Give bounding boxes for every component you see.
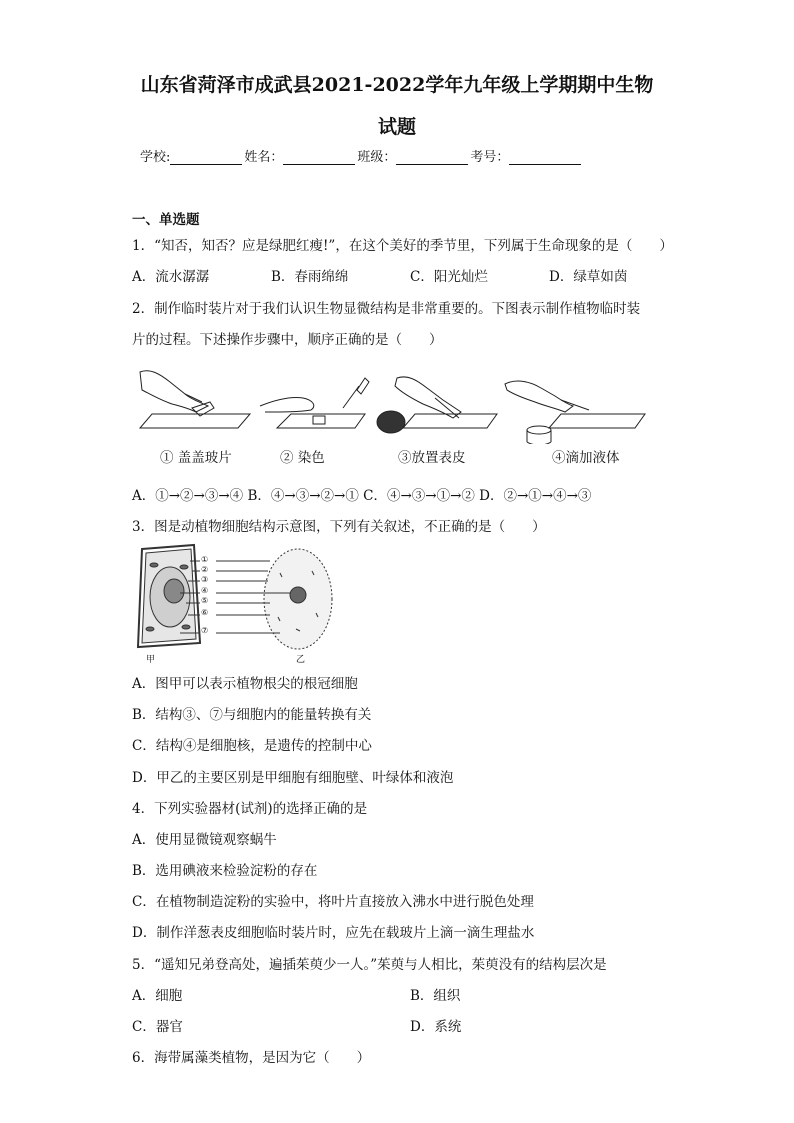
question-3-stem: 3．图是动植物细胞结构示意图，下列有关叙述，不正确的是（ ） — [132, 519, 546, 535]
label-1: ① — [201, 555, 209, 564]
question-5-stem: 5．“遥知兄弟登高处，遍插茱萸少一人。”茱萸与人相比，茱萸没有的结构层次是 — [132, 957, 607, 973]
q4-option-c[interactable]: C．在植物制造淀粉的实验中，将叶片直接放入沸水中进行脱色处理 — [132, 894, 534, 910]
q4-option-a[interactable]: A．使用显微镜观察蜗牛 — [132, 832, 277, 848]
q1-option-a[interactable]: A．流水潺潺 — [132, 269, 210, 285]
label-5: ⑤ — [201, 596, 209, 606]
question-1-options — [132, 265, 688, 285]
q3-option-a[interactable]: A．图甲可以表示植物根尖的根冠细胞 — [132, 676, 358, 692]
page-title: 山东省菏泽市成武县2021-2022学年九年级上学期期中生物 — [140, 74, 654, 96]
q5-option-d[interactable]: D．系统 — [410, 1019, 462, 1035]
q3-option-d[interactable]: D．甲乙的主要区别是甲细胞有细胞壁、叶绿体和液泡 — [132, 770, 454, 786]
question-2-stem-continued: 片的过程。下述操作步骤中，顺序正确的是（ ） — [132, 332, 443, 348]
exam-no-label: 考号： — [470, 150, 510, 165]
step3-drawing — [377, 377, 497, 433]
animal-cell-label: 乙 — [296, 655, 306, 665]
question-5-options-row1 — [132, 984, 688, 1004]
page-title-continued: 试题 — [377, 116, 416, 138]
question-1-stem: 1．“知否，知否？应是绿肥红瘦!”，在这个美好的季节里，下列属于生命现象的是（ ） — [132, 238, 673, 254]
step2-caption: ② 染色 — [280, 450, 325, 466]
step1-drawing — [140, 371, 250, 428]
class-label: 班级： — [357, 150, 397, 165]
q5-option-a[interactable]: A．细胞 — [132, 988, 183, 1004]
name-field[interactable] — [283, 150, 355, 165]
question-2-options[interactable]: A．①→②→③→④ B．④→③→②→① C．④→③→①→② D．②→①→④→③ — [132, 488, 592, 504]
q1-option-c[interactable]: C．阳光灿烂 — [410, 269, 488, 285]
question-4-stem: 4．下列实验器材(试剂)的选择正确的是 — [132, 801, 368, 817]
cell-label-column — [201, 555, 208, 636]
label-7: ⑦ — [201, 625, 209, 635]
step4-drawing — [505, 381, 645, 444]
q3-option-c[interactable]: C．结构④是细胞核，是遗传的控制中心 — [132, 738, 372, 754]
q1-option-d[interactable]: D．绿草如茵 — [549, 269, 628, 285]
label-4: ④ — [201, 586, 209, 596]
label-6: ⑥ — [201, 607, 209, 617]
student-info-row — [140, 146, 583, 165]
cell-structure-figure — [130, 543, 340, 665]
school-field[interactable] — [170, 150, 242, 165]
exam-no-field[interactable] — [509, 150, 581, 165]
q3-option-b[interactable]: B．结构③、⑦与细胞内的能量转换有关 — [132, 707, 372, 723]
label-3: ③ — [201, 574, 209, 584]
q1-option-b[interactable]: B．春雨绵绵 — [271, 269, 349, 285]
step2-drawing — [260, 378, 369, 428]
question-6-stem: 6．海带属藻类植物，是因为它（ ） — [132, 1050, 371, 1066]
q5-option-c[interactable]: C．器官 — [132, 1019, 183, 1035]
school-label: 学校: — [140, 150, 171, 165]
q4-option-b[interactable]: B．选用碘液来检验淀粉的存在 — [132, 863, 318, 879]
q5-option-b[interactable]: B．组织 — [410, 988, 461, 1004]
name-label: 姓名： — [244, 150, 284, 165]
slide-preparation-figure — [130, 364, 670, 444]
question-5-options-row2 — [132, 1015, 688, 1035]
q4-option-d[interactable]: D．制作洋葱表皮细胞临时装片时，应先在载玻片上滴一滴生理盐水 — [132, 925, 535, 941]
step4-caption: ④滴加液体 — [552, 450, 620, 466]
plant-cell-label: 甲 — [146, 655, 156, 665]
step3-caption: ③放置表皮 — [398, 450, 466, 466]
step1-caption: ① 盖盖玻片 — [160, 450, 232, 466]
section-heading: 一、单选题 — [132, 212, 200, 228]
question-2-stem: 2．制作临时装片对于我们认识生物显微结构是非常重要的。下图表示制作植物临时装 — [132, 301, 641, 317]
class-field[interactable] — [396, 150, 468, 165]
label-2: ② — [201, 564, 209, 574]
